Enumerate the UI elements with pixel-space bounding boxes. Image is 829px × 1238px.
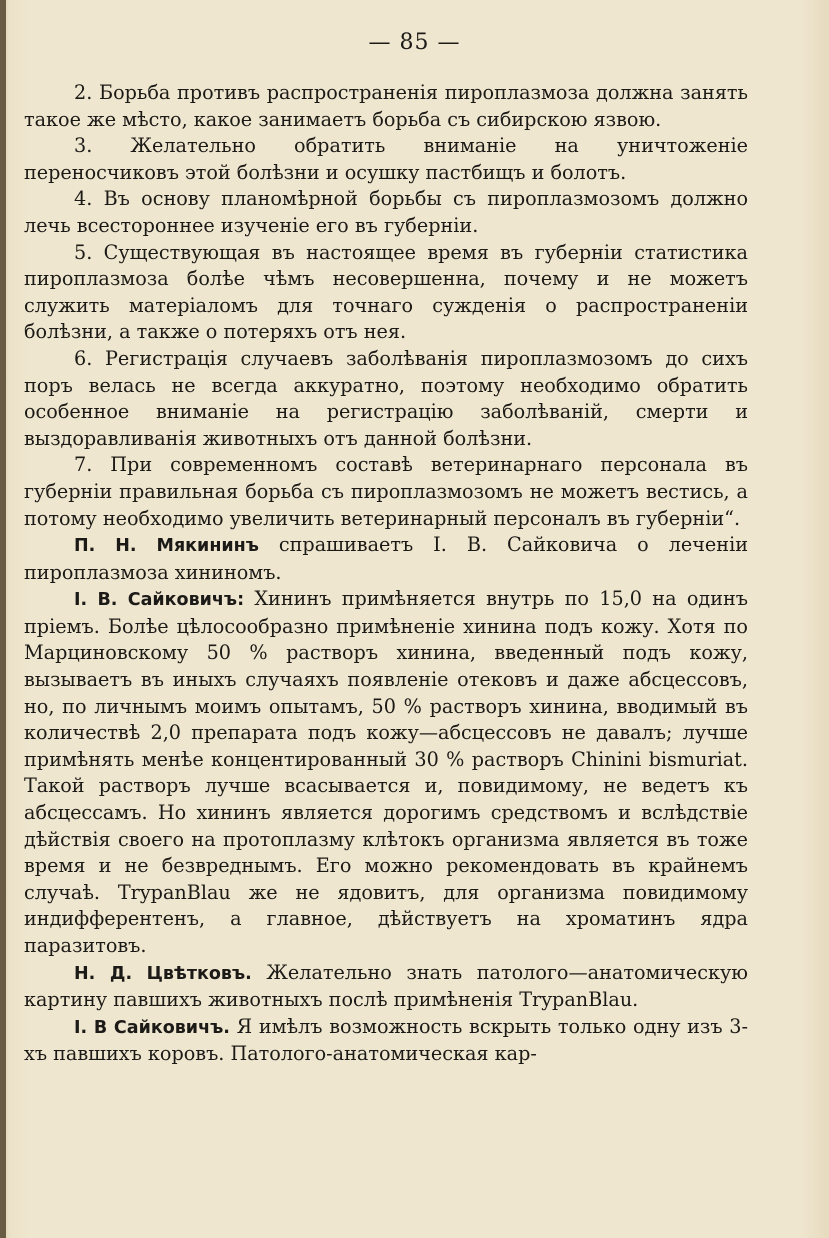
paragraph-text: 5. Существующая въ настоящее время въ губерніи статистика пироплазмоза болѣе чѣмъ несовершенна, почему и не можетъ служить матеріаломъ для точнаго сужденія о распространеніи болѣзни, а также о потеряхъ отъ нея. (24, 240, 748, 344)
remark-saikovich-2 (24, 1014, 748, 1068)
paragraph-text: 7. При современномъ составѣ ветеринарнаго персонала въ губерніи правильная борьба съ пироплазмозомъ не можетъ вестись, а потому необходимо увеличить ветеринарный персоналъ въ губерніи“. (24, 453, 748, 530)
page-number: — 85 — (368, 30, 461, 55)
paragraph-text: 3. Желательно обратить вниманіе на уничтоженіе переносчиковъ этой болѣзни и осушку пастбищъ и болотъ. (24, 134, 748, 184)
speaker-name: І. В. Сайковичъ: (74, 590, 245, 611)
paragraph-3 (24, 133, 748, 186)
paragraph-7 (24, 452, 748, 532)
paragraph-text: 2. Борьба противъ распространенія пироплазмоза должна занять такое же мѣсто, какое занимаетъ борьба съ сибирскою язвою. (24, 81, 748, 131)
remark-text: спрашиваетъ І. В. Сайковича о леченіи пироплазмоза хининомъ. (24, 533, 748, 584)
remark-saikovich-1 (24, 586, 748, 959)
speaker-name: П. Н. Мякининъ (74, 536, 259, 557)
paragraph-5 (24, 240, 748, 346)
speaker-name: І. В Сайковичъ. (74, 1017, 230, 1038)
remark-tsvetkov (24, 960, 748, 1014)
paragraph-2 (24, 80, 748, 133)
speaker-name: Н. Д. Цвѣтковъ. (74, 963, 252, 984)
remark-text: Я имѣлъ возможность вскрыть только одну изъ 3-хъ павшихъ коровъ. Патолого-анатомическая кар- (24, 1014, 748, 1066)
page-binding-edge (0, 0, 6, 1238)
page-body (24, 80, 748, 1068)
paragraph-4 (24, 186, 748, 239)
remark-myakinin (24, 532, 748, 586)
remark-text: Хининъ примѣняется внутрь по 15,0 на одинъ пріемъ. Болѣе цѣлосообразно примѣненіе хинина подъ кожу. Хотя по Марциновскому 50 % растворъ хинина, введенный подъ кожу, вызываетъ въ иныхъ случаяхъ появленіе отековъ и даже абсцессовъ, но, по личнымъ моимъ опытамъ, 50 % растворъ хинина, вводимый въ количествѣ 2,0 препарата подъ кожу—абсцессовъ не давалъ; лучше примѣнять менѣе концентированный 30 % растворъ Chinini bismuriat. Такой растворъ лучше всасывается и, повидимому, не ведетъ къ абсцессамъ. Но хининъ является дорогимъ средствомъ и вслѣдствіе дѣйствія своего на протоплазму клѣтокъ организма является въ тоже время и не безвреднымъ. Его можно рекомендовать въ крайнемъ случаѣ. TrypanBlau же не ядовитъ, для организма повидимому индифферентенъ, а главное, дѣйствуетъ на хроматинъ ядра паразитовъ. (24, 587, 748, 957)
remark-text: Желательно знать патолого—анатомическую картину павшихъ животныхъ послѣ примѣненія TrypanBlau. (24, 960, 748, 1012)
paragraph-text: 6. Регистрація случаевъ заболѣванія пироплазмозомъ до сихъ поръ велась не всегда аккуратно, поэтому необходимо обратить особенное вниманіе на регистрацію заболѣваній, смерти и выздоравливанія животныхъ отъ данной болѣзни. (24, 346, 748, 450)
paragraph-6 (24, 346, 748, 452)
paragraph-text: 4. Въ основу планомѣрной борьбы съ пироплазмозомъ должно лечь всестороннее изученіе его въ губерніи. (24, 187, 748, 237)
